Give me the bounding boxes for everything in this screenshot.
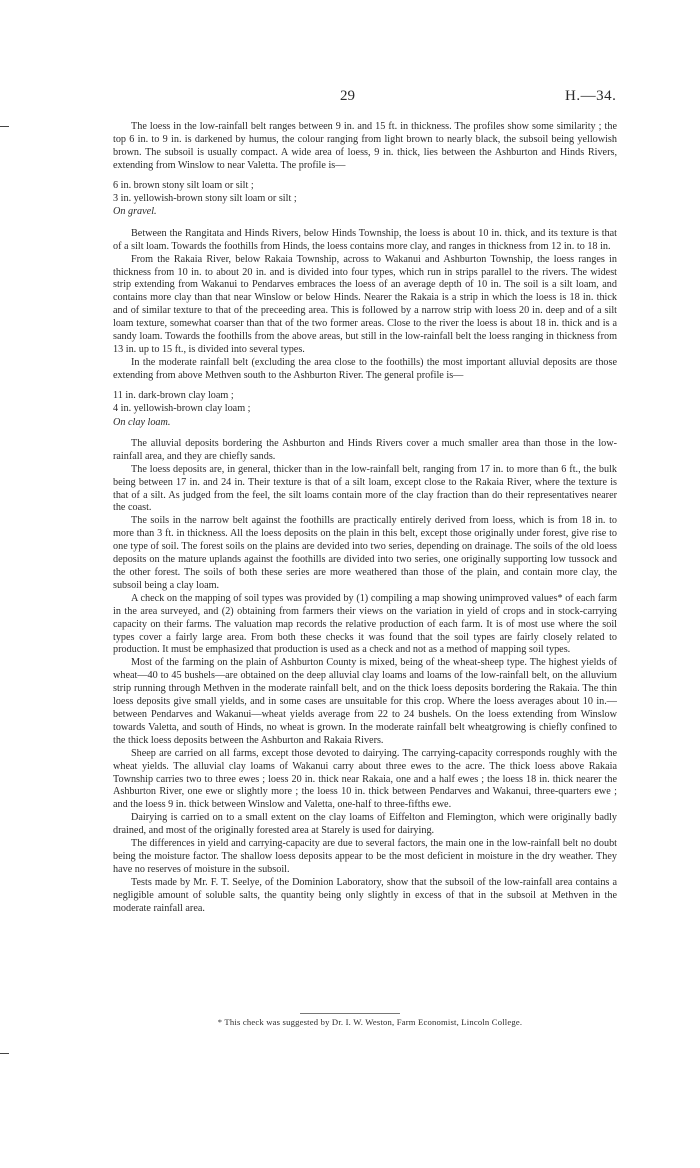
profile-line: 6 in. brown stony silt loam or silt ;	[113, 179, 254, 191]
paragraph: The loess deposits are, in general, thicker than in the low-rainfall belt, ranging from 17 in. to more than 6 ft., the bulk being between 17 in. and 24 in. Their texture is that of a silt loam, except close to the Rakaia River, where the texture is that of a silt. As judged from the feel, the silt loams contain more of the clay fraction than do their representatives nearer the coast.	[113, 463, 617, 514]
paragraph: Most of the farming on the plain of Ashburton County is mixed, being of the wheat-sheep type. The highest yields of wheat—40 to 45 bushels—are obtained on the deep alluvial clay loams and loams of the low-rainfall belt, on the alluvium strip running through Methven in the moderate rainfall belt, and on the thick loess deposits bordering the Rakaia. The thin loess deposits give small yields, and in some cases are unsuitable for this crop. Where the loess averages about 10 in.—between Pendarves and Wakanui—wheat yields average from 22 to 24 bushels. On the loess extending from Winslow towards Valetta, and south of Hinds, no wheat is grown. In the moderate rainfall belt wheatgrowing is chiefly confined to the thick loess deposits between the Ashburton and Rakaia Rivers.	[113, 657, 617, 746]
paragraph: The differences in yield and carrying-capacity are due to several factors, the main one in the low-rainfall belt no doubt being the moisture factor. The shallow loess deposits appear to be the most deficient in moisture in the dry weather. They have no reserves of moisture in the subsoil.	[113, 838, 617, 875]
body-text	[113, 121, 617, 915]
profile-line: 11 in. dark-brown clay loam ;	[113, 389, 234, 401]
profile-line: 4 in. yellowish-brown clay loam ;	[113, 403, 251, 415]
paragraph: The soils in the narrow belt against the foothills are practically entirely derived from loess, which is from 18 in. to more than 3 ft. in thickness. All the loess deposits on the plain in this belt, except those originally under forest, give rise to one type of soil. The forest soils on the plains are devided into two series, depending on drainage. The soils of the old loess deposits on the mature uplands against the foothills are divided into two series, one originally supporting low tussock and the other forest. The soils of both these series are more weathered than those of the plain, and contain more clay, the subsoil being a clay loam.	[113, 515, 617, 591]
soil-profile-list	[113, 179, 617, 219]
paragraph: The alluvial deposits bordering the Ashburton and Hinds Rivers cover a much smaller area than those in the low-rainfall area, and they are chiefly sands.	[113, 437, 617, 462]
page-number: 29	[340, 88, 355, 104]
page-header	[0, 88, 700, 108]
document-reference: H.—34.	[565, 88, 617, 104]
paragraph: In the moderate rainfall belt (excluding the area close to the foothills) the most important alluvial deposits are those extending from above Methven south to the Ashburton River. The general profile is—	[113, 356, 617, 381]
footnote: * This check was suggested by Dr. I. W. Weston, Farm Economist, Lincoln College.	[217, 1017, 523, 1027]
paragraph: Between the Rangitata and Hinds Rivers, below Hinds Township, the loess is about 10 in. thick, and its texture is that of a silt loam. Towards the foothills from Hinds, the loess contains more clay, and ranges in thickness from 12 in. to 18 in.	[113, 227, 617, 252]
profile-line: 3 in. yellowish-brown stony silt loam or silt ;	[113, 193, 297, 205]
paragraph: A check on the mapping of soil types was provided by (1) compiling a map showing unimproved values* of each farm in the area surveyed, and (2) obtaining from farmers their views on the variation in yield of crops and in stock-carrying capacity on their farms. The valuation map records the relative production of each farm. It is of most use where the soil types cover a fairly large area. From both these checks it was found that the soil types are fairly closely related to production. It must be emphasized that production is used as a check and not as a method of mapping soil types.	[113, 592, 617, 656]
soil-profile-list	[113, 389, 617, 429]
margin-mark	[0, 126, 9, 127]
paragraph: The loess in the low-rainfall belt ranges between 9 in. and 15 ft. in thickness. The profiles show some similarity ; the top 6 in. to 9 in. is darkened by humus, the colour ranging from light brown to nearly black, the subsoil being yellowish brown. The subsoil is usually compact. A wide area of loess, 9 in. thick, lies between the Ashburton and Hinds Rivers, extending from Winslow to near Valetta. The profile is—	[113, 121, 617, 171]
profile-line: On clay loam.	[113, 416, 171, 428]
footnote-rule	[300, 1013, 400, 1014]
profile-line: On gravel.	[113, 206, 157, 218]
paragraph: Sheep are carried on all farms, except those devoted to dairying. The carrying-capacity corresponds roughly with the wheat yields. The alluvial clay loams of Wakanui carry about three ewes to the acre. The thick loess above Rakaia Township carries two to three ewes ; loess 20 in. thick near Rakaia, one and a half ewes ; the loess 18 in. thick nearer the Ashburton River, one ewe or slightly more ; the loess 10 in. thick between Pendarves and Wakanui, three-quarters ewe ; and the loess 9 in. thick between Winslow and Valetta, one-half to three-fifths ewe.	[113, 747, 617, 811]
paragraph: Dairying is carried on to a small extent on the clay loams of Eiffelton and Flemington, which were originally badly drained, and most of the originally forested area at Starely is used for dairying.	[113, 812, 617, 837]
margin-mark	[0, 1053, 9, 1054]
paragraph: From the Rakaia River, below Rakaia Township, across to Wakanui and Ashburton Township, the loess ranges in thickness from 10 in. to about 20 in. and is divided into four types, which run in strips parallel to the rivers. The widest strip extending from Wakanui to Pendarves embraces the loess of an average depth of 10 in. The soil is a silt loam, and contains more clay than that near Winslow or below Hinds. Nearer the Rakaia is a strip in which the loess is 18 in. thick and of similar texture to that of the preceeding area. This is followed by a narrow strip with loess 20 in. deep and of a silt loam texture, somewhat coarser than that of the two former areas. Close to the river the loess is about 18 in. thick and is a sandy loam. Towards the foothills from the above areas, but still in the low-rainfall belt the loess ranging in thickness from 13 in. up to 15 ft., is divided into several types.	[113, 253, 617, 355]
paragraph: Tests made by Mr. F. T. Seelye, of the Dominion Laboratory, show that the subsoil of the low-rainfall area contains a negligible amount of soluble salts, the quantity being only slightly in excess of that in the subsoil at Methven in the moderate rainfall area.	[113, 876, 617, 914]
